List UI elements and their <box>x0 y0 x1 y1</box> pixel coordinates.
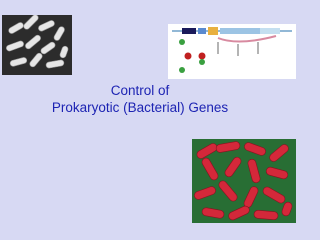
operon-diagram <box>168 24 296 79</box>
title-line-1: Control of <box>110 83 170 98</box>
bacteria-micrograph-colored <box>192 139 296 223</box>
slide-title <box>20 82 260 116</box>
title-line-2: Prokaryotic (Bacterial) Genes <box>51 100 229 115</box>
bacteria-micrograph-grayscale <box>2 15 72 75</box>
